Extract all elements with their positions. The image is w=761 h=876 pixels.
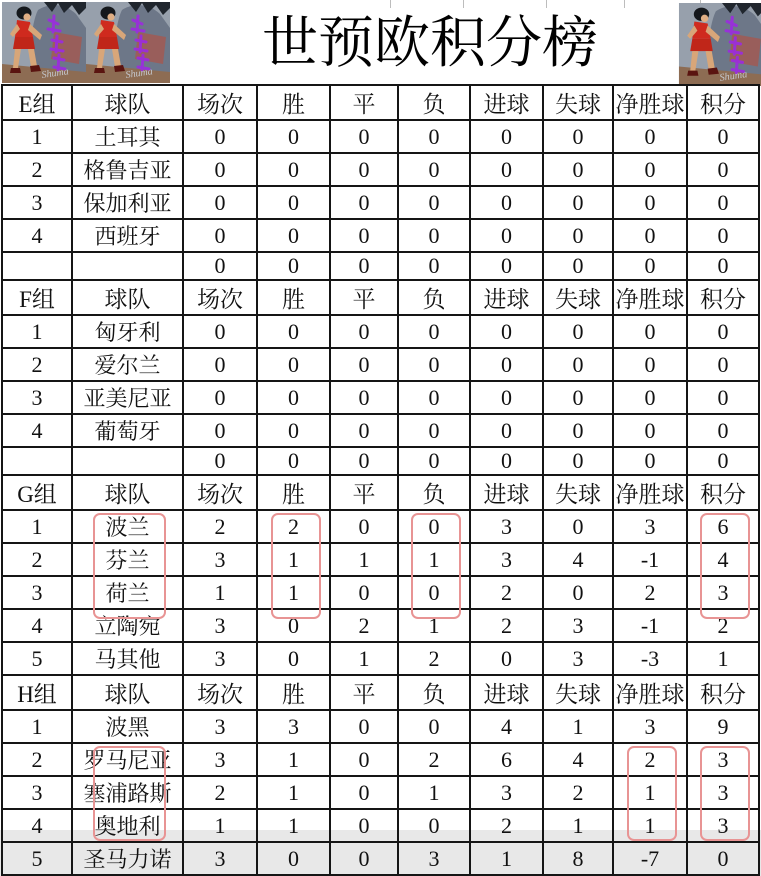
- cell-team: 塞浦路斯: [72, 776, 183, 809]
- cell-goal-diff: 1: [613, 776, 687, 809]
- stat-column-header: 场次: [183, 675, 257, 710]
- stat-column-header: 进球: [470, 280, 543, 315]
- cell-draws: 1: [330, 543, 398, 576]
- cell-goals-against: 0: [543, 447, 613, 475]
- cell-losses: 0: [398, 348, 470, 381]
- cell-goals-for: 3: [470, 776, 543, 809]
- cell-points: 0: [687, 414, 759, 447]
- cell-losses: 0: [398, 510, 470, 543]
- team-column-header: 球队: [72, 280, 183, 315]
- cell-draws: 0: [330, 315, 398, 348]
- cell-goal-diff: 0: [613, 381, 687, 414]
- cell-team: 爱尔兰: [72, 348, 183, 381]
- stat-column-header: 净胜球: [613, 280, 687, 315]
- cell-draws: 0: [330, 120, 398, 153]
- cell-rank: 5: [2, 642, 72, 675]
- cell-team: 圣马力诺: [72, 842, 183, 875]
- cell-goals-against: 1: [543, 809, 613, 842]
- stat-column-header: 失球: [543, 675, 613, 710]
- cell-wins: 0: [257, 609, 330, 642]
- cell-team: 马其他: [72, 642, 183, 675]
- watermark-text: Shuma: [40, 66, 70, 81]
- cell-team: 匈牙利: [72, 315, 183, 348]
- cell-rank: 3: [2, 776, 72, 809]
- cell-goals-against: 0: [543, 576, 613, 609]
- table-row: [2, 120, 759, 153]
- table-row: [2, 414, 759, 447]
- cell-points: 0: [687, 252, 759, 280]
- cell-rank: 2: [2, 543, 72, 576]
- stat-column-header: 积分: [687, 280, 759, 315]
- cell-losses: 1: [398, 543, 470, 576]
- cell-goals-against: 3: [543, 642, 613, 675]
- cell-goals-for: 6: [470, 743, 543, 776]
- table-row: [2, 776, 759, 809]
- cell-goal-diff: 2: [613, 576, 687, 609]
- cell-rank: 2: [2, 348, 72, 381]
- cell-points: 2: [687, 609, 759, 642]
- cell-goals-against: 2: [543, 776, 613, 809]
- cell-points: 0: [687, 348, 759, 381]
- cell-matches: 3: [183, 842, 257, 875]
- cell-losses: 3: [398, 842, 470, 875]
- stat-column-header: 负: [398, 280, 470, 315]
- cell-draws: 0: [330, 842, 398, 875]
- cell-wins: 0: [257, 120, 330, 153]
- cell-goals-for: 0: [470, 315, 543, 348]
- stat-column-header: 胜: [257, 85, 330, 120]
- cell-matches: 0: [183, 120, 257, 153]
- stat-column-header: 胜: [257, 475, 330, 510]
- cell-goals-against: 1: [543, 710, 613, 743]
- cell-points: 0: [687, 219, 759, 252]
- stat-column-header: 负: [398, 475, 470, 510]
- cell-losses: 0: [398, 576, 470, 609]
- cell-goals-against: 0: [543, 186, 613, 219]
- stat-column-header: 进球: [470, 85, 543, 120]
- cell-goal-diff: 0: [613, 414, 687, 447]
- cell-wins: 0: [257, 315, 330, 348]
- cell-goal-diff: 0: [613, 315, 687, 348]
- stat-column-header: 平: [330, 675, 398, 710]
- cell-goals-against: 3: [543, 609, 613, 642]
- stat-column-header: 进球: [470, 675, 543, 710]
- cell-points: 0: [687, 120, 759, 153]
- cell-goals-against: 0: [543, 381, 613, 414]
- cell-draws: 0: [330, 809, 398, 842]
- stat-column-header: 场次: [183, 475, 257, 510]
- page-title: 世预欧积分榜: [262, 13, 598, 75]
- cell-draws: 0: [330, 414, 398, 447]
- cell-points: 0: [687, 153, 759, 186]
- cell-goals-for: 0: [470, 120, 543, 153]
- cell-wins: 0: [257, 414, 330, 447]
- cell-losses: 0: [398, 809, 470, 842]
- cell-wins: 0: [257, 447, 330, 475]
- cell-team: 葡萄牙: [72, 414, 183, 447]
- cell-goals-for: 0: [470, 153, 543, 186]
- cell-goal-diff: -3: [613, 642, 687, 675]
- cell-rank: 4: [2, 809, 72, 842]
- stat-column-header: 净胜球: [613, 85, 687, 120]
- table-row: [2, 153, 759, 186]
- team-column-header: 球队: [72, 85, 183, 120]
- stat-column-header: 积分: [687, 675, 759, 710]
- cell-points: 1: [687, 642, 759, 675]
- watermark-text: Shuma: [718, 69, 748, 84]
- cell-matches: 3: [183, 642, 257, 675]
- cell-goals-against: 0: [543, 252, 613, 280]
- stat-column-header: 失球: [543, 280, 613, 315]
- table-row: [2, 743, 759, 776]
- cell-team: 亚美尼亚: [72, 381, 183, 414]
- cell-team: 罗马尼亚: [72, 743, 183, 776]
- cell-goals-against: 0: [543, 348, 613, 381]
- cell-goals-for: 0: [470, 381, 543, 414]
- cell-team: 西班牙: [72, 219, 183, 252]
- table-row: [2, 348, 759, 381]
- cell-losses: 0: [398, 153, 470, 186]
- cell-goal-diff: 0: [613, 447, 687, 475]
- group-header-row: [2, 85, 759, 120]
- cell-wins: 0: [257, 381, 330, 414]
- cell-draws: 0: [330, 153, 398, 186]
- cell-draws: 0: [330, 710, 398, 743]
- cell-wins: 0: [257, 252, 330, 280]
- cell-matches: 0: [183, 348, 257, 381]
- cell-wins: 0: [257, 219, 330, 252]
- cell-losses: 0: [398, 414, 470, 447]
- cell-goals-for: 2: [470, 609, 543, 642]
- cell-draws: 0: [330, 743, 398, 776]
- cell-rank: 3: [2, 381, 72, 414]
- cell-losses: 0: [398, 120, 470, 153]
- cell-losses: 1: [398, 776, 470, 809]
- cell-goals-for: 3: [470, 543, 543, 576]
- cell-matches: 0: [183, 381, 257, 414]
- cell-goals-for: 2: [470, 809, 543, 842]
- cell-team: 波兰: [72, 510, 183, 543]
- table-row: [2, 710, 759, 743]
- cell-team: 荷兰: [72, 576, 183, 609]
- cell-losses: 1: [398, 609, 470, 642]
- cell-points: 9: [687, 710, 759, 743]
- cell-draws: 0: [330, 381, 398, 414]
- cell-rank: 1: [2, 315, 72, 348]
- cell-goal-diff: 0: [613, 219, 687, 252]
- cell-rank: 1: [2, 120, 72, 153]
- cell-wins: 1: [257, 543, 330, 576]
- standings-table-body: [2, 85, 759, 875]
- cell-goals-against: 0: [543, 510, 613, 543]
- cell-matches: 0: [183, 219, 257, 252]
- cell-wins: 1: [257, 809, 330, 842]
- slam-dunk-illustration-right: [688, 3, 756, 86]
- table-row: [2, 219, 759, 252]
- cell-losses: 0: [398, 710, 470, 743]
- cell-goal-diff: 0: [613, 186, 687, 219]
- cell-wins: 0: [257, 642, 330, 675]
- table-row: [2, 809, 759, 842]
- cell-rank: [2, 252, 72, 280]
- cell-team: 波黑: [72, 710, 183, 743]
- cell-matches: 2: [183, 776, 257, 809]
- slam-dunk-illustration-left-2: [86, 2, 170, 83]
- cell-goal-diff: -1: [613, 609, 687, 642]
- stat-column-header: 平: [330, 475, 398, 510]
- cell-draws: 0: [330, 576, 398, 609]
- cell-draws: 0: [330, 219, 398, 252]
- cell-goal-diff: 1: [613, 809, 687, 842]
- stat-column-header: 负: [398, 675, 470, 710]
- slam-dunk-illustration-left-1: [2, 2, 86, 83]
- cell-rank: 2: [2, 743, 72, 776]
- cell-wins: 1: [257, 743, 330, 776]
- cell-goal-diff: -1: [613, 543, 687, 576]
- cell-wins: 1: [257, 776, 330, 809]
- table-row: [2, 447, 759, 475]
- table-row: [2, 609, 759, 642]
- cell-goals-for: 0: [470, 348, 543, 381]
- cell-draws: 1: [330, 642, 398, 675]
- cell-draws: 0: [330, 776, 398, 809]
- cell-wins: 3: [257, 710, 330, 743]
- cell-points: 0: [687, 842, 759, 875]
- stat-column-header: 失球: [543, 85, 613, 120]
- cell-team: 芬兰: [72, 543, 183, 576]
- cell-points: 6: [687, 510, 759, 543]
- cell-matches: 0: [183, 414, 257, 447]
- cell-matches: 2: [183, 510, 257, 543]
- cell-draws: 2: [330, 609, 398, 642]
- cell-rank: 2: [2, 153, 72, 186]
- group-header-row: [2, 675, 759, 710]
- table-row: [2, 642, 759, 675]
- group-label: E组: [2, 85, 72, 120]
- standings-table: [1, 84, 760, 876]
- cell-wins: 0: [257, 153, 330, 186]
- cell-matches: 1: [183, 809, 257, 842]
- cell-matches: 0: [183, 252, 257, 280]
- cell-rank: [2, 447, 72, 475]
- group-label: G组: [2, 475, 72, 510]
- cell-goals-for: 0: [470, 186, 543, 219]
- cell-points: 3: [687, 809, 759, 842]
- cell-team: [72, 252, 183, 280]
- cell-goal-diff: 3: [613, 710, 687, 743]
- cell-goal-diff: 2: [613, 743, 687, 776]
- cell-draws: 0: [330, 510, 398, 543]
- stat-column-header: 胜: [257, 280, 330, 315]
- cell-goals-for: 0: [470, 447, 543, 475]
- cell-matches: 1: [183, 576, 257, 609]
- cell-team: 奥地利: [72, 809, 183, 842]
- cell-goals-against: 4: [543, 543, 613, 576]
- stat-column-header: 积分: [687, 85, 759, 120]
- cell-wins: 1: [257, 576, 330, 609]
- cell-rank: 4: [2, 414, 72, 447]
- cell-points: 3: [687, 776, 759, 809]
- cell-losses: 0: [398, 315, 470, 348]
- stat-column-header: 净胜球: [613, 475, 687, 510]
- group-header-row: [2, 475, 759, 510]
- cell-goals-against: 0: [543, 120, 613, 153]
- cell-draws: 0: [330, 252, 398, 280]
- stat-column-header: 失球: [543, 475, 613, 510]
- cell-points: 0: [687, 447, 759, 475]
- stat-column-header: 场次: [183, 280, 257, 315]
- cell-points: 3: [687, 576, 759, 609]
- cell-goals-for: 0: [470, 252, 543, 280]
- cell-rank: 1: [2, 710, 72, 743]
- cell-losses: 0: [398, 186, 470, 219]
- cell-draws: 0: [330, 186, 398, 219]
- group-label: H组: [2, 675, 72, 710]
- stat-column-header: 净胜球: [613, 675, 687, 710]
- stat-column-header: 胜: [257, 675, 330, 710]
- cell-goals-against: 0: [543, 153, 613, 186]
- cell-goal-diff: 0: [613, 252, 687, 280]
- cell-rank: 5: [2, 842, 72, 875]
- stat-column-header: 场次: [183, 85, 257, 120]
- cell-goals-for: 0: [470, 642, 543, 675]
- cell-team: 土耳其: [72, 120, 183, 153]
- cell-goals-for: 0: [470, 219, 543, 252]
- cell-rank: 1: [2, 510, 72, 543]
- cell-rank: 3: [2, 576, 72, 609]
- cell-losses: 0: [398, 252, 470, 280]
- cell-goals-for: 2: [470, 576, 543, 609]
- cell-points: 3: [687, 743, 759, 776]
- cell-points: 4: [687, 543, 759, 576]
- cell-losses: 2: [398, 642, 470, 675]
- table-row: [2, 252, 759, 280]
- cell-goals-for: 0: [470, 414, 543, 447]
- cell-matches: 3: [183, 609, 257, 642]
- group-header-row: [2, 280, 759, 315]
- table-row: [2, 510, 759, 543]
- cell-matches: 0: [183, 153, 257, 186]
- cell-points: 0: [687, 186, 759, 219]
- group-label: F组: [2, 280, 72, 315]
- team-column-header: 球队: [72, 475, 183, 510]
- table-row: [2, 186, 759, 219]
- cell-points: 0: [687, 315, 759, 348]
- cell-goal-diff: 3: [613, 510, 687, 543]
- cell-matches: 3: [183, 710, 257, 743]
- cell-team: 立陶宛: [72, 609, 183, 642]
- cell-goals-against: 0: [543, 315, 613, 348]
- stat-column-header: 平: [330, 85, 398, 120]
- cell-team: 格鲁吉亚: [72, 153, 183, 186]
- team-column-header: 球队: [72, 675, 183, 710]
- cell-points: 0: [687, 381, 759, 414]
- cell-goals-against: 8: [543, 842, 613, 875]
- cell-losses: 0: [398, 381, 470, 414]
- cell-wins: 2: [257, 510, 330, 543]
- stat-column-header: 积分: [687, 475, 759, 510]
- stat-column-header: 进球: [470, 475, 543, 510]
- cell-goals-for: 1: [470, 842, 543, 875]
- cell-rank: 3: [2, 186, 72, 219]
- cell-team: 保加利亚: [72, 186, 183, 219]
- table-row: [2, 576, 759, 609]
- cell-wins: 0: [257, 348, 330, 381]
- cell-matches: 0: [183, 186, 257, 219]
- cell-goal-diff: -7: [613, 842, 687, 875]
- stat-column-header: 负: [398, 85, 470, 120]
- cell-rank: 4: [2, 219, 72, 252]
- cell-goal-diff: 0: [613, 348, 687, 381]
- watermark-text: Shuma: [124, 66, 154, 81]
- cell-losses: 0: [398, 447, 470, 475]
- cell-losses: 0: [398, 219, 470, 252]
- cell-goals-against: 0: [543, 414, 613, 447]
- cell-goals-for: 4: [470, 710, 543, 743]
- cell-matches: 3: [183, 543, 257, 576]
- cell-goal-diff: 0: [613, 120, 687, 153]
- cell-goals-for: 3: [470, 510, 543, 543]
- cell-team: [72, 447, 183, 475]
- cell-goals-against: 4: [543, 743, 613, 776]
- table-row: [2, 543, 759, 576]
- table-row: [2, 842, 759, 875]
- cell-losses: 2: [398, 743, 470, 776]
- stat-column-header: 平: [330, 280, 398, 315]
- cell-matches: 0: [183, 315, 257, 348]
- cell-matches: 0: [183, 447, 257, 475]
- table-row: [2, 381, 759, 414]
- cell-matches: 3: [183, 743, 257, 776]
- cell-rank: 4: [2, 609, 72, 642]
- cell-goal-diff: 0: [613, 153, 687, 186]
- cell-draws: 0: [330, 348, 398, 381]
- cell-draws: 0: [330, 447, 398, 475]
- cell-wins: 0: [257, 186, 330, 219]
- cell-wins: 0: [257, 842, 330, 875]
- table-row: [2, 315, 759, 348]
- cell-goals-against: 0: [543, 219, 613, 252]
